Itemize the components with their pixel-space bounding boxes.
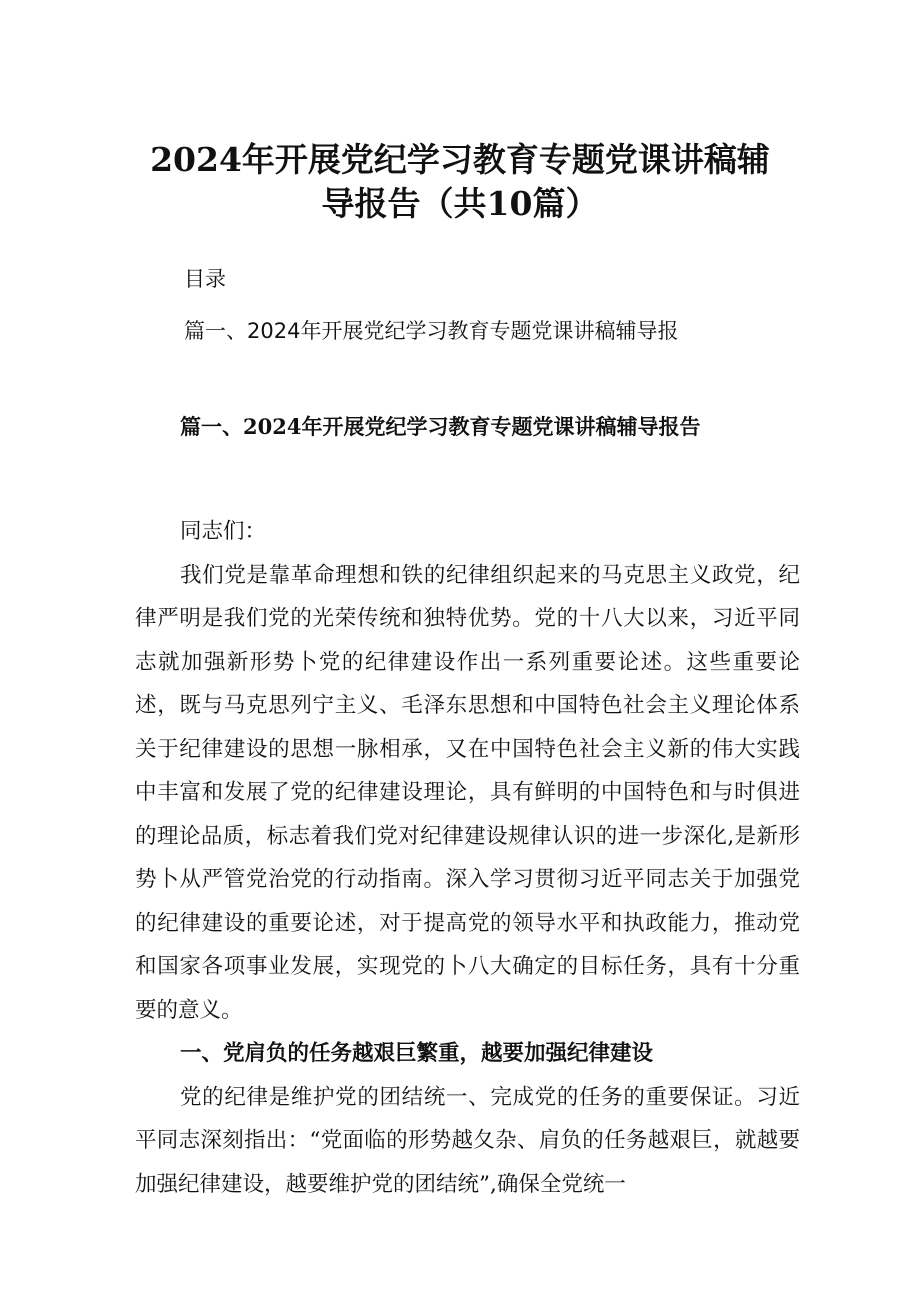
- paragraph: 党的纪律是维护党的团结统一、完成党的任务的重要保证。习近平同志深刻指出：“党面临的形势越夂杂、肩负的任务越艰巨，就越要加强纪律建设，越要维护党的团结统”,确保全党统一: [135, 1084, 800, 1197]
- toc-label: 目录: [184, 267, 226, 291]
- toc-item: 篇一、2024年开展党纪学习教育专题党课讲稿辅导报: [184, 319, 679, 343]
- section-title: 篇一、2024年开展党纪学习教育专题党课讲稿辅导报告: [180, 414, 701, 439]
- section-heading: 一、党肩负的任务越艰巨繁重，越要加强纪律建设: [180, 1041, 654, 1066]
- salutation: 同志们：: [180, 519, 267, 544]
- title-line-2: 导报告（共10篇）: [321, 184, 599, 223]
- title-line-1: 2024年开展党纪学习教育专题党课讲稿辅: [150, 140, 770, 179]
- document-body: [135, 510, 800, 1206]
- paragraph: 我们党是靠革命理想和铁的纪律组织起来的马克思主义政党，纪律严明是我们党的光荣传统和独特优势。党的十八大以来，习近平同志就加强新形势卜党的纪律建设作出一系列重要论述。这些重要论述，既与马克思列宁主义、毛泽东思想和中国特色社会主义理论体系关于纪律建设的思想一脉相承，又在中国特色社会主义新的伟大实践中丰富和发展了党的纪律建设理论，具有鲜明的中国特色和与时俱进的理论品质，标志着我们党对纪律建设规律认识的进一步深化,是新形势卜从严管党治党的行动指南。深入学习贯彻习近平同志关于加强党的纪律建设的重要论述，对于提高党的领导水平和执政能力，推动党和国家各项事业发展，实现党的卜八大确定的目标任务，具有十分重要的意义。: [135, 562, 800, 1023]
- document-title: [150, 138, 770, 226]
